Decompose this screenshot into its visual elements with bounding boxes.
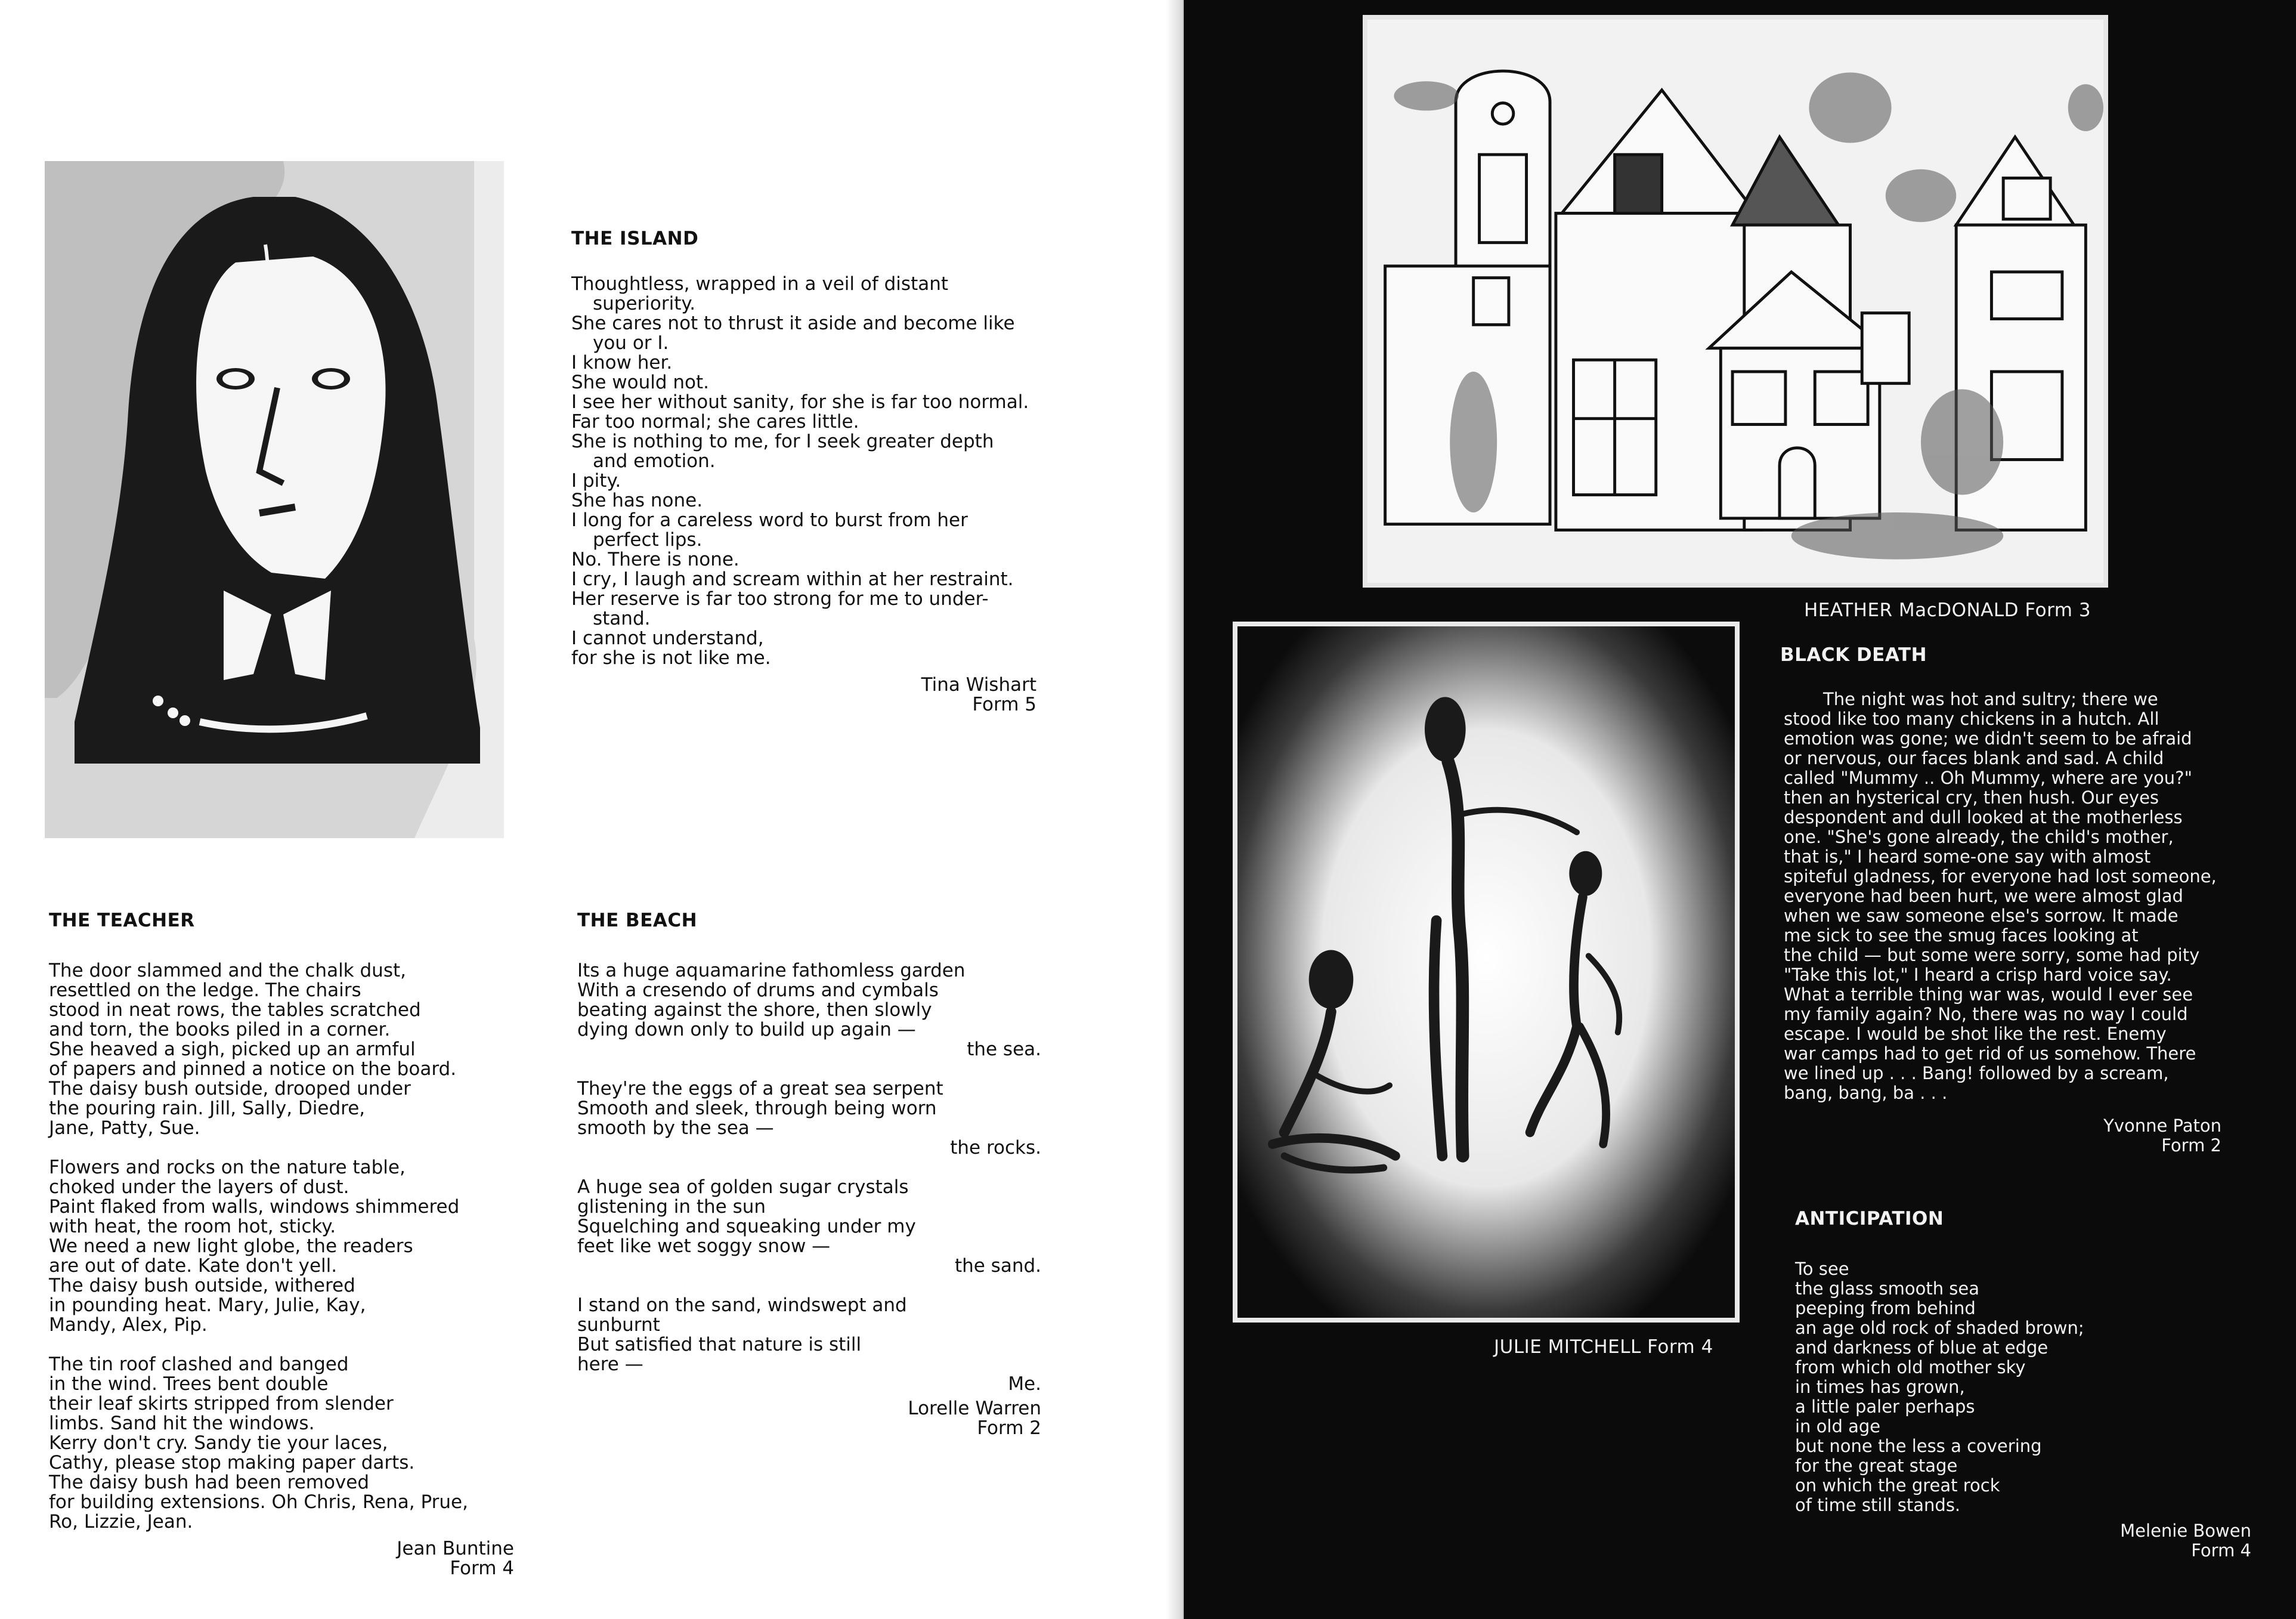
poem-line: Her reserve is far too strong for me to under- — [571, 588, 989, 610]
poem-line: stood in neat rows, the tables scratched — [49, 999, 421, 1021]
poem-line: an age old rock of shaded brown; — [1795, 1318, 2084, 1338]
houses-artwork — [1363, 15, 2108, 588]
poem-line: The daisy bush had been removed — [49, 1472, 370, 1493]
poem-line: and torn, the books piled in a corner. — [49, 1019, 391, 1040]
story-title: BLACK DEATH — [1780, 644, 1927, 666]
author-name: Jean Buntine — [397, 1538, 514, 1559]
author-form: Form 4 — [450, 1558, 514, 1579]
signature — [1780, 1116, 2233, 1155]
poem-line: The daisy bush outside, drooped under — [49, 1078, 411, 1099]
beach-poem — [577, 910, 1041, 1438]
author-name: Lorelle Warren — [908, 1398, 1041, 1419]
poem-line: I stand on the sand, windswept and — [577, 1294, 907, 1316]
poem-line: Ro, Lizzie, Jean. — [49, 1511, 193, 1533]
poem-line: A huge sea of golden sugar crystals — [577, 1176, 909, 1198]
poem-line: beating against the shore, then slowly — [577, 999, 932, 1021]
stanza — [577, 1296, 1041, 1394]
poem-line: superiority. — [593, 293, 696, 314]
poem-line: She has none. — [571, 490, 703, 511]
author-form: Form 4 — [2191, 1540, 2251, 1561]
poem-line: of papers and pinned a notice on the board. — [49, 1058, 457, 1080]
poem-line: No. There is none. — [571, 549, 739, 570]
story-line: bang, bang, ba . . . — [1784, 1083, 1948, 1103]
poem-line: To see — [1795, 1259, 1849, 1279]
stanza — [49, 1355, 514, 1532]
story-line: everyone had been hurt, we were almost glad — [1784, 886, 2183, 906]
poem-refrain: the rocks. — [950, 1137, 1041, 1158]
black-death-story — [1780, 644, 2233, 1155]
poem-line: She cares not to thrust it aside and become like — [571, 313, 1015, 334]
stanza — [49, 1158, 514, 1335]
poem-line: Mandy, Alex, Pip. — [49, 1314, 208, 1336]
story-line: What a terrible thing war was, would I ever see — [1784, 984, 2193, 1005]
poem-line: with heat, the room hot, sticky. — [49, 1216, 336, 1237]
poem-line: peeping from behind — [1795, 1298, 1976, 1318]
story-line: that is," I heard some-one say with almost — [1784, 846, 2151, 867]
story-line: war camps had to get rid of us somehow. There — [1784, 1043, 2196, 1064]
poem-line: and darkness of blue at edge — [1795, 1337, 2049, 1358]
figures-artwork — [1233, 622, 1740, 1323]
poem-line: here — — [577, 1354, 643, 1375]
stanza — [577, 1079, 1041, 1158]
poem-line: The door slammed and the chalk dust, — [49, 960, 406, 981]
poem-line: the glass smooth sea — [1795, 1278, 1980, 1299]
poem-line: I see her without sanity, for she is far too normal. — [571, 391, 1029, 413]
story-line: "Take this lot," I heard a crisp hard voice say. — [1784, 965, 2172, 985]
poem-line: smooth by the sea — — [577, 1117, 774, 1139]
signature — [1795, 1521, 2251, 1561]
poem-line: I pity. — [571, 470, 621, 492]
poem-line: The tin roof clashed and banged — [49, 1354, 349, 1375]
story-line: stood like too many chickens in a hutch. All — [1784, 709, 2159, 729]
story-line: emotion was gone; we didn't seem to be afraid — [1784, 728, 2192, 749]
author-form: Form 5 — [972, 694, 1036, 715]
poem-line: With a cresendo of drums and cymbals — [577, 980, 939, 1001]
right-page — [1184, 0, 2296, 1619]
story-line: one. "She's gone already, the child's mother, — [1784, 827, 2174, 847]
poem-line: on which the great rock — [1795, 1475, 2000, 1496]
poem-line: but none the less a covering — [1795, 1436, 2042, 1456]
poem-line: the pouring rain. Jill, Sally, Diedre, — [49, 1098, 366, 1119]
poem-line: But satisfied that nature is still — [577, 1334, 862, 1355]
poem-refrain: the sand. — [954, 1255, 1041, 1277]
stanza — [577, 1178, 1041, 1276]
poem-line: feet like wet soggy snow — — [577, 1235, 831, 1257]
poem-line: Kerry don't cry. Sandy tie your laces, — [49, 1432, 388, 1454]
poem-line: Far too normal; she cares little. — [571, 411, 859, 432]
poem-line: I know her. — [571, 352, 673, 373]
story-line: called "Mummy .. Oh Mummy, where are you?" — [1784, 768, 2192, 788]
story-line: escape. I would be shot like the rest. Enemy — [1784, 1024, 2167, 1044]
poem-line: in the wind. Trees bent double — [49, 1373, 329, 1395]
poem-line: Its a huge aquamarine fathomless garden — [577, 960, 966, 981]
poem-line: Paint flaked from walls, windows shimmered — [49, 1196, 460, 1218]
poem-line: She heaved a sigh, picked up an armful — [49, 1039, 416, 1060]
poem-line: of time still stands. — [1795, 1495, 1961, 1515]
story-line: the child — but some were sorry, some had pity — [1784, 945, 2200, 965]
poem-line: Cathy, please stop making paper darts. — [49, 1452, 415, 1473]
poem-title: THE BEACH — [577, 910, 698, 931]
houses-caption: HEATHER MacDONALD Form 3 — [1804, 600, 2091, 621]
signature — [577, 1399, 1041, 1438]
author-form: Form 2 — [977, 1417, 1041, 1439]
poem-line: Flowers and rocks on the nature table, — [49, 1157, 406, 1178]
author-name: Yvonne Paton — [2103, 1116, 2221, 1136]
story-line: The night was hot and sultry; there we — [1823, 689, 2158, 709]
poem-refrain: Me. — [1008, 1373, 1041, 1395]
signature — [49, 1539, 514, 1578]
poem-title: ANTICIPATION — [1795, 1208, 1944, 1229]
poem-line: Squelching and squeaking under my — [577, 1216, 916, 1237]
poem-line: Thoughtless, wrapped in a veil of distant — [571, 273, 949, 295]
anticipation-body — [1795, 1259, 2251, 1515]
poem-line: are out of date. Kate don't yell. — [49, 1255, 338, 1277]
poem-line: I cannot understand, — [571, 628, 764, 649]
portrait-artwork — [45, 161, 504, 838]
poem-line: for the great stage — [1795, 1456, 1958, 1476]
teacher-body — [49, 961, 514, 1532]
poem-line: and emotion. — [593, 450, 716, 472]
beach-body — [577, 961, 1041, 1394]
poem-line: We need a new light globe, the readers — [49, 1235, 413, 1257]
story-line: me sick to see the smug faces looking at — [1784, 925, 2139, 946]
poem-refrain: the sea. — [967, 1039, 1041, 1060]
poem-line: I cry, I laugh and scream within at her restraint. — [571, 568, 1014, 590]
story-line: or nervous, our faces blank and sad. A child — [1784, 748, 2164, 768]
author-form: Form 2 — [2161, 1135, 2221, 1155]
figures-caption: JULIE MITCHELL Form 4 — [1494, 1336, 1713, 1358]
poem-line: Jane, Patty, Sue. — [49, 1117, 200, 1139]
poem-line: in old age — [1795, 1416, 1881, 1436]
poem-line: They're the eggs of a great sea serpent — [577, 1078, 943, 1099]
poem-line: choked under the layers of dust. — [49, 1176, 349, 1198]
poem-line: in times has grown, — [1795, 1377, 1965, 1397]
poem-line: for she is not like me. — [571, 647, 771, 669]
poem-line: She would not. — [571, 372, 709, 393]
anticipation-poem — [1795, 1208, 2251, 1561]
author-name: Melenie Bowen — [2120, 1521, 2251, 1541]
poem-line: The daisy bush outside, withered — [49, 1275, 355, 1296]
poem-line: you or I. — [593, 332, 669, 354]
poem-line: in pounding heat. Mary, Julie, Kay, — [49, 1294, 366, 1316]
island-poem — [571, 228, 1036, 715]
island-body — [571, 274, 1036, 668]
poem-line: from which old mother sky — [1795, 1357, 2026, 1377]
poem-line: Smooth and sleek, through being worn — [577, 1098, 937, 1119]
poem-line: for building extensions. Oh Chris, Rena, Prue, — [49, 1491, 468, 1513]
poem-line: stand. — [593, 608, 651, 629]
author-name: Tina Wishart — [921, 674, 1036, 696]
stanza — [577, 961, 1041, 1059]
poem-line: I long for a careless word to burst from her — [571, 509, 968, 531]
story-line: we lined up . . . Bang! followed by a scream, — [1784, 1063, 2169, 1083]
stanza — [49, 961, 514, 1138]
poem-title: THE TEACHER — [49, 910, 195, 931]
poem-line: a little paler perhaps — [1795, 1396, 1975, 1417]
story-line: then an hysterical cry, then hush. Our eyes — [1784, 787, 2159, 808]
poem-line: glistening in the sun — [577, 1196, 766, 1218]
poem-line: limbs. Sand hit the windows. — [49, 1413, 315, 1434]
poem-title: THE ISLAND — [571, 228, 699, 249]
signature — [571, 675, 1036, 715]
story-line: despondent and dull looked at the motherless — [1784, 807, 2183, 827]
poem-line: dying down only to build up again — — [577, 1019, 916, 1040]
story-body — [1780, 690, 2233, 1103]
teacher-poem — [49, 910, 514, 1578]
poem-line: sunburnt — [577, 1314, 660, 1336]
story-line: my family again? No, there was no way I could — [1784, 1004, 2188, 1024]
poem-line: perfect lips. — [593, 529, 703, 551]
story-line: when we saw someone else's sorrow. It made — [1784, 906, 2179, 926]
poem-line: resettled on the ledge. The chairs — [49, 980, 361, 1001]
poem-line: their leaf skirts stripped from slender — [49, 1393, 394, 1414]
poem-line: She is nothing to me, for I seek greater depth — [571, 431, 994, 452]
story-line: spiteful gladness, for everyone had lost someone, — [1784, 866, 2217, 886]
